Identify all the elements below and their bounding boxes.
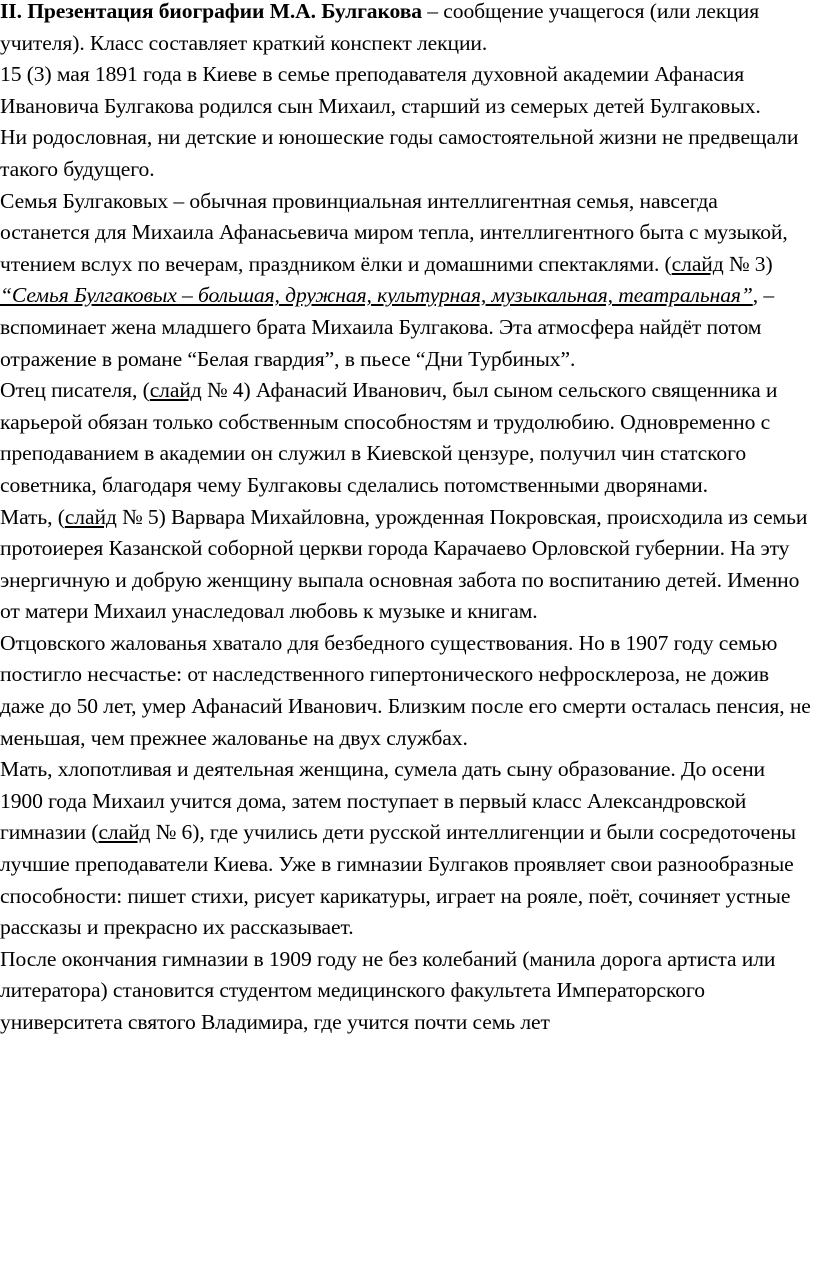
slide-4-link[interactable]: слайд <box>149 378 202 403</box>
paragraph-birth: 15 (3) мая 1891 года в Киеве в семье преподавателя духовной академии Афанасия Ивановича Булгакова родился сын Михаил, старший из семерых детей Булгаковых. <box>0 62 761 118</box>
education-text-before: Мать, хлопотливая и деятельная женщина, сумела дать сыну образование. До осени 1900 года Михаил учится дома, затем поступает в первый класс Александровской гимназии ( <box>0 757 765 845</box>
paragraph-mother <box>0 502 812 628</box>
family-text-after: , – вспоминает жена младшего брата Михаила Булгакова. Эта атмосфера найдёт потом отражение в романе “Белая гвардия”, в пьесе “Дни Турбиных”. <box>0 283 775 371</box>
mother-text-after: № 5) Варвара Михайловна, урожденная Покровская, происходила из семьи протоиерея Казанской соборной церкви города Карачаево Орловской губернии. На эту энергичную и добрую женщину выпала основная забота по воспитанию детей. Именно от матери Михаил унаследовал любовь к музыке и книгам. <box>0 504 808 624</box>
slide-6-link[interactable]: слайд <box>98 820 151 845</box>
paragraph-pedigree: Ни родословная, ни детские и юношеские годы самостоятельной жизни не предвещали такого будущего. <box>0 125 799 181</box>
section-heading: II. Презентация биографии М.А. Булгакова <box>0 0 422 23</box>
paragraph-salary: Отцовского жалованья хватало для безбедного существования. Но в 1907 году семью постигло несчастье: от наследственного гипертонического нефросклероза, не дожив даже до 50 лет, умер Афанасий Иванович. Близким после его смерти осталась пенсия, не меньшая, чем прежнее жалованье на двух службах. <box>0 630 811 750</box>
paragraph-intro <box>0 0 812 59</box>
education-text-after: № 6), где учились дети русской интеллигенции и были сосредоточены лучшие преподаватели Киева. Уже в гимназии Булгаков проявляет свои разнообразные способности: пишет стихи, рисует карикатуры, играет на рояле, поёт, сочиняет устные рассказы и прекрасно их рассказывает. <box>0 820 796 940</box>
slide-3-number: № 3) <box>723 251 773 276</box>
paragraph-university: После окончания гимназии в 1909 году не без колебаний (манила дорога артиста или литератора) становится студентом медицинского факультета Императорского университета святого Владимира, где учится почти семь лет <box>0 946 776 1034</box>
family-text-before: Семья Булгаковых – обычная провинциальная интеллигентная семья, навсегда останется для Михаила Афанасьевича миром тепла, интеллигентного быта с музыкой, чтением вслух по вечерам, праздником ёлки и домашними спектаклями. ( <box>0 188 788 276</box>
family-quote: “Семья Булгаковых – большая, дружная, культурная, музыкальная, театральная” <box>0 283 753 308</box>
paragraph-family <box>0 186 812 376</box>
paragraph-education <box>0 754 812 944</box>
father-text-after: № 4) Афанасий Иванович, был сыном сельского священника и карьерой обязан только собственным способностям и трудолюбию. Одновременно с преподаванием в академии он служил в Киевской цензуре, получил чин статского советника, благодаря чему Булгаковы сделались потомственными дворянами. <box>0 378 778 497</box>
paragraph-father <box>0 375 812 501</box>
slide-3-link[interactable]: слайд <box>671 251 724 276</box>
father-text-before: Отец писателя, ( <box>0 378 150 403</box>
slide-5-link[interactable]: слайд <box>64 504 117 529</box>
mother-text-before: Мать, ( <box>0 504 65 529</box>
intro-text: – сообщение учащегося (или лекция учителя). Класс составляет краткий конспект лекции. <box>0 0 760 55</box>
